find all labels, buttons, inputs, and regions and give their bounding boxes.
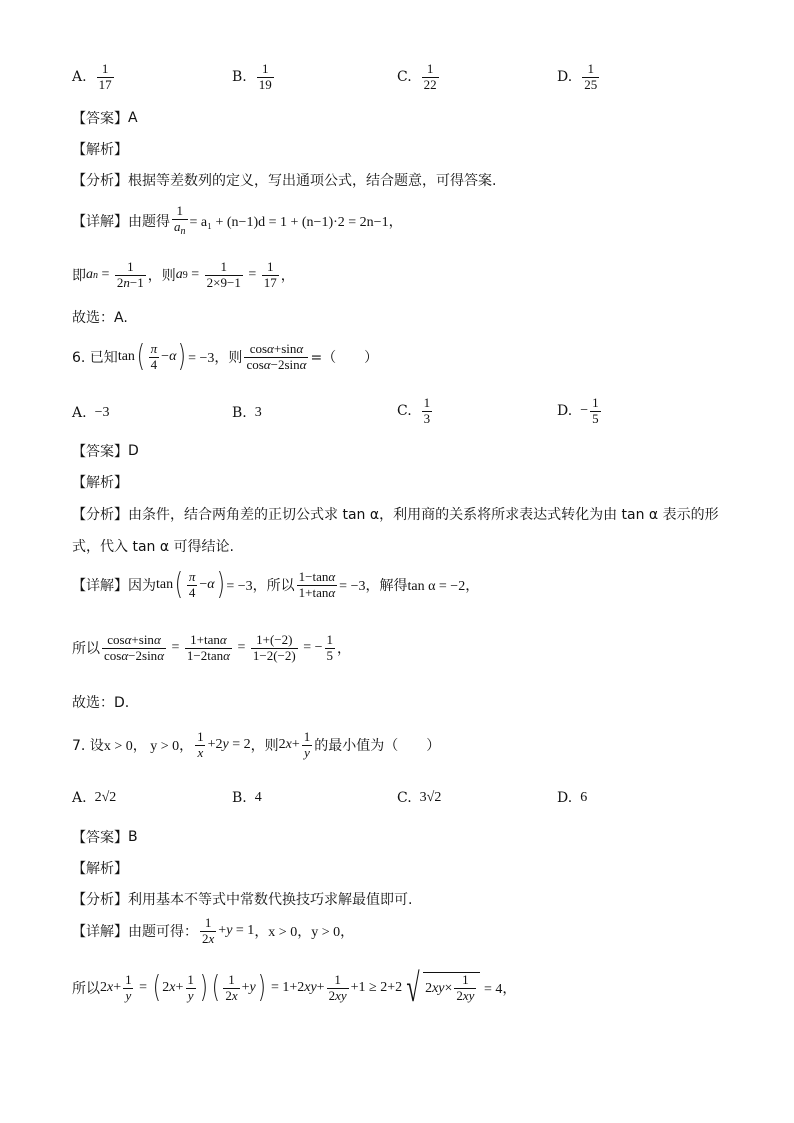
q5-detail-line2: 即 a n = $\frac{1}{2n-1}$ ，则 a 9 = $\frac{1}{2\times 9-1}$ = $\frac{1}{17}$ ， [72, 259, 295, 290]
q5-option-a: A. $\frac{1}{17}$ [72, 61, 112, 92]
q5-answer: 【答案】 A [72, 110, 138, 127]
q5-option-b: B. $\frac{1}{19}$ [232, 61, 272, 92]
fraction: $\frac{1}{2x}$ [202, 915, 215, 946]
q7-option-d: D. 6 [557, 790, 588, 806]
q6-answer: 【答案】 D [72, 443, 139, 460]
q5-detail-line1: 【详解】 由题得 $\frac{1}{a_n}$ = a₁ + (n−1)d = 1 + (n−1)·2 = 2n−1， [72, 203, 403, 237]
fraction: $\frac{\pi}{4}$ [188, 569, 196, 600]
q7-detail-line2: 所以 2 x + $\frac{1}{y}$ = ( 2 x + $\frac{1}{y}$ ) ( $\frac{1}{2x}$ + y ) = 1+2 xy + $\frac{1}{2xy}$ +1 ≥ 2+2 √ 2 xy × $\frac{1}{2xy}$ = 4， [72, 965, 517, 1010]
fraction: $\frac{\cos\alpha+\sin\alpha}{\cos\alpha-2\sin\alpha}$ [104, 632, 165, 663]
fraction: $\frac{1}{2x}$ [225, 971, 238, 1003]
fraction: $\frac{1}{a_n}$ [174, 203, 186, 237]
q5-analysis-heading: 【解析】 [72, 142, 128, 158]
fraction: $\frac{1}{5}$ [326, 632, 333, 663]
fraction: $\frac{1+\tan\alpha}{1-2\tan\alpha}$ [186, 632, 230, 663]
fraction: $\frac{1}{17}$ [263, 259, 277, 290]
q5-fenxi: 【分析】 根据等差数列的定义，写出通项公式，结合题意，可得答案. [72, 173, 497, 189]
fraction: $\frac{1}{3}$ [423, 395, 431, 426]
fraction: $\frac{\pi}{4}$ [150, 341, 158, 372]
q6-option-d: D. − $\frac{1}{5}$ [557, 395, 599, 426]
q7-analysis-heading: 【解析】 [72, 861, 128, 877]
q6-fenxi-line2: 式，代入 tan α 可得结论. [72, 539, 234, 555]
q7-detail-line1: 【详解】 由题可得： $\frac{1}{2x}$ + y = 1 ，x > 0，y > 0， [72, 915, 355, 946]
q7-option-c: C. 3√2 [397, 790, 442, 806]
sqrt: √ 2 xy × $\frac{1}{2xy}$ [402, 968, 480, 1008]
q7-answer: 【答案】 B [72, 829, 138, 846]
fraction: $\frac{1}{y}$ [303, 729, 311, 760]
q6-option-c: C. $\frac{1}{3}$ [397, 395, 431, 426]
q6-choose: 故选：D. [72, 695, 130, 711]
fraction: $\frac{1}{2xy}$ [328, 971, 347, 1003]
fraction: $\frac{1}{19}$ [258, 61, 272, 92]
fraction: $\frac{1}{17}$ [98, 61, 112, 92]
q6-fenxi-line1: 【分析】 由条件，结合两角差的正切公式求 tan α，利用商的关系将所求表达式转化为由 tan α 表示的形 [72, 507, 719, 523]
q6-detail-line2: 所以 $\frac{\cos\alpha+\sin\alpha}{\cos\alpha-2\sin\alpha}$ = $\frac{1+\tan\alpha}{1-2\tan\alpha}$ = $\frac{1+(-2)}{1-2(-2)}$ = − $\frac{1}{5}$ ， [72, 632, 351, 663]
q6-option-a: A. −3 [72, 405, 110, 421]
q6-stem: 6. 已知 tan ( $\frac{\pi}{4}$ − α ) = −3，则 $\frac{\cos\alpha+\sin\alpha}{\cos\alpha-2\sin\alpha}$ =（ ） [72, 339, 379, 375]
fraction: $\frac{1+(-2)}{1-2(-2)}$ [252, 632, 296, 663]
q7-option-b: B. 4 [232, 790, 262, 806]
q5-option-d: D. $\frac{1}{25}$ [557, 61, 598, 92]
fraction: $\frac{1}{25}$ [584, 61, 598, 92]
fraction: $\frac{\cos\alpha+\sin\alpha}{\cos\alpha-2\sin\alpha}$ [246, 341, 307, 372]
q6-option-b: B. 3 [232, 405, 262, 421]
fraction: $\frac{1}{2n-1}$ [116, 259, 144, 290]
q6-analysis-heading: 【解析】 [72, 475, 128, 491]
q7-fenxi: 【分析】 利用基本不等式中常数代换技巧求解最值即可. [72, 892, 413, 908]
fraction: $\frac{1}{2\times 9-1}$ [206, 259, 241, 290]
q5-option-c: C. $\frac{1}{22}$ [397, 61, 437, 92]
fraction: $\frac{1}{x}$ [197, 729, 204, 760]
q7-option-a: A. 2√2 [72, 790, 117, 806]
fraction: $\frac{1}{22}$ [423, 61, 437, 92]
q7-stem: 7. 设 x > 0， y > 0， $\frac{1}{x}$ +2 y = 2 ，则 2 x + $\frac{1}{y}$ 的最小值为（ ） [72, 729, 441, 760]
q5-choose: 故选：A. [72, 310, 128, 326]
fraction: $\frac{1}{y}$ [187, 971, 194, 1003]
fraction: $\frac{1}{y}$ [125, 971, 132, 1003]
fraction: $\frac{1-\tan\alpha}{1+\tan\alpha}$ [298, 569, 336, 600]
fraction: $\frac{1}{5}$ [592, 395, 599, 426]
q6-detail-line1: 【详解】 因为 tan ( $\frac{\pi}{4}$ − α ) = −3，所以 $\frac{1-\tan\alpha}{1+\tan\alpha}$ = −3，解得 tan α = −2， [72, 567, 480, 603]
